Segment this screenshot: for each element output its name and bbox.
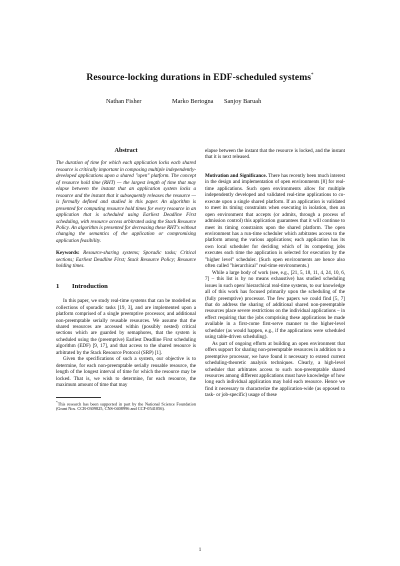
page-number: 1 xyxy=(198,548,202,553)
motivation-paragraph xyxy=(205,173,345,270)
left-column xyxy=(56,148,196,412)
motivation-heading: Motivation and Significance. xyxy=(205,172,267,179)
motivation-text: There has recently been much interest in the design and implementation of open environments [8] for real-time applications. Such open environments allow for multiple independently developed and validated real-time applications to co-execute upon a single shared platform. If an application is validated to meet its timing constraints when executing in isolation, then an open environment that accepts (or admits, through a process of admission control) this application guarantees that it will continue to meet its timing constraints upon the shared platform. The open environment has a run-time scheduler which arbitrates access to the platform among the various applications; each application has its own local scheduler for deciding which of its competing jobs executes each time the application is selected for execution by the "higher level" scheduler. (Such open environments are hence also often called "hierarchical" real-time environments.) xyxy=(205,172,346,270)
footnote xyxy=(56,400,196,412)
right-column xyxy=(205,148,345,399)
body-paragraph-3: As part of ongoing efforts at building an open environment that offers support for sharing non-preemptable resources in addition to a preemptive processor, we have found it necessary to extend current scheduling-theoretic analysis techniques. Clearly, a high-level scheduler that arbitrates access to such non-preemptable shared resources among different applications must have knowledge of how long each individual application may hold each resource. Hence we find it necessary to characterize the application-wide (as opposed to task- or job-specific) usage of these xyxy=(205,340,345,399)
intro-paragraph-1: In this paper, we study real-time systems that can be modelled as collections of sporadic tasks [19, 3], and are implemented upon a platform comprised of a single preemptive processor, and additional non-preemptable serially reusable resources. We assume that the shared resources are accessed within (possibly nested) critical sections which are guarded by semaphores, that the system is scheduled using the (preemptive) Earliest Deadline First scheduling algorithm (EDF) [9, 17], and that access to the shared resource is arbitrated by the Stack Resource Protocol (SRP) [1]. xyxy=(56,298,196,356)
paper-title xyxy=(0,72,400,83)
intro-paragraph-2: Given the specifications of such a system, our objective is to determine, for each non-preemptable serially reusable resource, the length of the longest interval of time for which the resource may be locked. That is, we wish to determine, for each resource, the maximum amount of time that may xyxy=(56,356,196,389)
section-heading-introduction xyxy=(56,284,196,290)
author-3: Sanjoy Baruah xyxy=(224,98,262,105)
continued-paragraph: elapse between the instant that the resource is locked, and the instant that it is next released. xyxy=(205,148,345,161)
title-text: Resource-locking durations in EDF-scheduled systems xyxy=(86,72,312,83)
keywords xyxy=(56,250,196,269)
section-title: Introduction xyxy=(72,282,108,290)
footnote-divider xyxy=(56,397,101,398)
author-1: Nathan Fisher xyxy=(106,98,142,105)
body-paragraph-2: While a large body of work (see, e.g., [21, 5, 18, 11, 4, 24, 10, 6, 7] – this list is by no means exhaustive) has studied scheduling issues in such open/ hierarchical real-time systems, to our knowledge all of this work has focused primarily upon the scheduling of the (fully preemptive) processor. The few papers we could find [5, 7] that do address the sharing of additional shared non-preemptable resources place severe restrictions on the individual applications – in effect requiring that the jobs comprising these applications be made available in a first-come first-serve manner to the higher-level scheduler (as would happen, e.g., if the applications were scheduled using table-driven scheduling). xyxy=(205,269,345,341)
abstract-heading: Abstract xyxy=(114,147,138,154)
section-number: 1 xyxy=(56,282,60,290)
author-2: Marko Bertogna xyxy=(172,98,214,105)
keywords-text: Resource-sharing systems; Sporadic tasks; Critical sections; Earliest Deadline First; Stack Resource Policy; Resource holding times. xyxy=(56,250,196,270)
title-footnote-mark: * xyxy=(311,72,314,78)
author-list xyxy=(0,98,400,108)
footnote-text: This research has been supported in part by the National Science Foundation (Grant Nos. CCR-0309825, CNS-0408996 and CCF-0541056). xyxy=(56,400,196,412)
abstract-text: The duration of time for which each application locks each shared resource is critically important in composing multiple independently-developed applications upon a shared "open" platform. The concept of resource hold time (RHT) — the largest length of time that may elapse between the instant that an application system locks a resource and the instant that it subsequently releases the resource — is formally defined and studied in this paper. An algorithm is presented for computing resource hold times for every resource in an application that is scheduled using Earliest Deadline First scheduling, with resource access arbitrated using the Stack Resource Policy. An algorithm is presented for decreasing these RHT's without changing the semantics of the application or compromising application feasibility. xyxy=(56,160,196,244)
keywords-label: Keywords: xyxy=(56,250,80,257)
footnote-mark: * xyxy=(56,399,58,404)
